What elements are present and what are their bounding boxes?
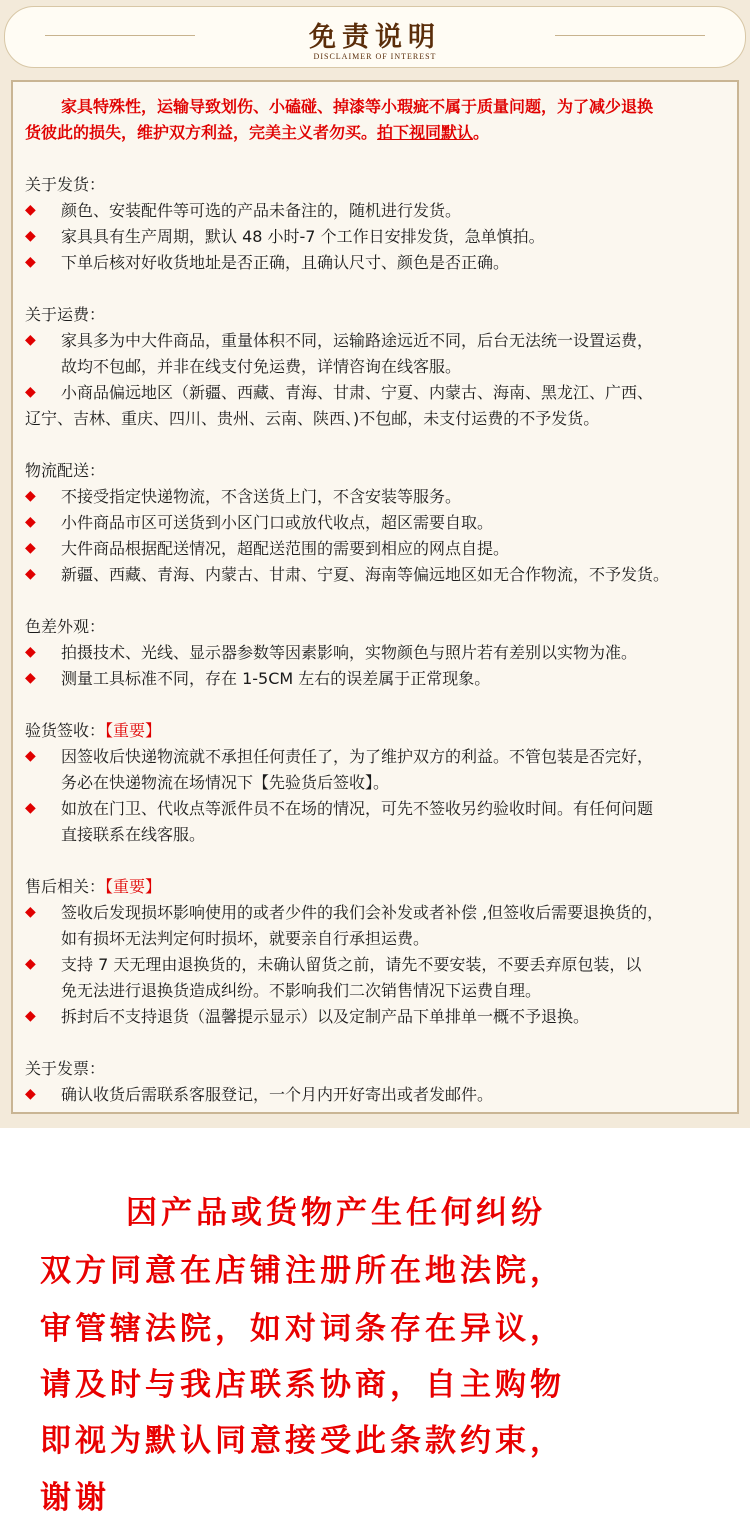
list-item: 测量工具标准不同，存在 1-5CM 左右的误差属于正常现象。 <box>61 669 491 688</box>
section-title-shipping: 关于发货： <box>25 175 106 194</box>
list-item: 大件商品根据配送情况，超配送范围的需要到相应的网点自提。 <box>61 539 510 558</box>
list-item: 新疆、西藏、青海、内蒙古、甘肃、宁夏、海南等偏远地区如无合作物流，不予发货。 <box>61 565 670 584</box>
default-agreement-text: 拍下视同默认 <box>377 123 474 142</box>
bullet-diamond-icon: ◆ <box>25 1086 36 1102</box>
bullet-diamond-icon: ◆ <box>25 488 36 504</box>
page-subtitle: DISCLAIMER OF INTEREST <box>313 52 437 61</box>
bullet-diamond-icon: ◆ <box>25 566 36 582</box>
bullet-diamond-icon: ◆ <box>25 956 36 972</box>
bullet-diamond-icon: ◆ <box>25 748 36 764</box>
legal-line: 谢谢 <box>40 1480 110 1516</box>
bullet-diamond-icon: ◆ <box>25 800 36 816</box>
legal-line: 双方同意在店铺注册所在地法院， <box>40 1253 565 1289</box>
page-title: 免责说明 <box>309 22 441 53</box>
list-item: 家具多为中大件商品，重量体积不同，运输路途远近不同，后台无法统一设置运费， <box>61 331 654 350</box>
legal-line: 审管辖法院，如对词条存在异议， <box>40 1311 565 1347</box>
list-item: 小件商品市区可送货到小区门口或放代收点，超区需要自取。 <box>61 513 494 532</box>
section-title-color: 色差外观： <box>25 617 106 636</box>
list-item: 拍摄技术、光线、显示器参数等因素影响，实物颜色与照片若有差别以实物为准。 <box>61 643 638 662</box>
intro-line-1: 家具特殊性，运输导致划伤、小磕碰、掉漆等小瑕疵不属于质量问题，为了减少退换 <box>61 97 654 116</box>
list-item: 下单后核对好收货地址是否正确，且确认尺寸、颜色是否正确。 <box>61 253 510 272</box>
list-item: 如放在门卫、代收点等派件员不在场的情况，可先不签收另约验收时间。有任何问题 <box>61 799 654 818</box>
list-item: 支持 7 天无理由退换货的，未确认留货之前，请先不要安装，不要丢弃原包装，以 <box>61 955 642 974</box>
list-item: 确认收货后需联系客服登记，一个月内开好寄出或者发邮件。 <box>61 1085 494 1104</box>
list-item: 签收后发现损坏影响使用的或者少件的我们会补发或者补偿 ,但签收后需要退换货的， <box>61 903 664 922</box>
list-item-continued: 免无法进行退换货造成纠纷。不影响我们二次销售情况下运费自理。 <box>61 981 542 1000</box>
list-item-continued: 辽宁、吉林、重庆、四川、贵州、云南、陕西、)不包邮，未支付运费的不予发货。 <box>25 409 600 428</box>
legal-line: 因产品或货物产生任何纠纷 <box>126 1195 546 1231</box>
bullet-diamond-icon: ◆ <box>25 254 36 270</box>
bullet-diamond-icon: ◆ <box>25 384 36 400</box>
list-item-continued: 直接联系在线客服。 <box>61 825 206 844</box>
list-item: 因签收后快递物流就不承担任何责任了，为了维护双方的利益。不管包装是否完好， <box>61 747 654 766</box>
legal-line: 即视为默认同意接受此条款约束， <box>40 1423 565 1459</box>
list-item: 拆封后不支持退货（温馨提示显示）以及定制产品下单排单一概不予退换。 <box>61 1007 590 1026</box>
list-item: 颜色、安装配件等可选的产品未备注的，随机进行发货。 <box>61 201 462 220</box>
list-item-continued: 故均不包邮，并非在线支付免运费，详情咨询在线客服。 <box>61 357 462 376</box>
bullet-diamond-icon: ◆ <box>25 540 36 556</box>
section-title-invoice: 关于发票： <box>25 1059 106 1078</box>
list-item-continued: 务必在快递物流在场情况下【先验货后签收】。 <box>61 773 390 792</box>
bullet-diamond-icon: ◆ <box>25 1008 36 1024</box>
bullet-diamond-icon: ◆ <box>25 644 36 660</box>
important-tag: 【重要】 <box>105 877 162 896</box>
bullet-diamond-icon: ◆ <box>25 228 36 244</box>
bullet-diamond-icon: ◆ <box>25 202 36 218</box>
list-item: 家具具有生产周期，默认 48 小时-7 个工作日安排发货，急单慎拍。 <box>61 227 545 246</box>
bullet-diamond-icon: ◆ <box>25 332 36 348</box>
bullet-diamond-icon: ◆ <box>25 670 36 686</box>
bullet-diamond-icon: ◆ <box>25 904 36 920</box>
list-item-continued: 如有损坏无法判定何时损坏，就要亲自行承担运费。 <box>61 929 430 948</box>
important-tag: 【重要】 <box>105 721 162 740</box>
header-banner <box>4 6 746 68</box>
intro-line-2: 货彼此的损失，维护双方利益，完美主义者勿买。拍下视同默认。 <box>25 123 490 142</box>
disclaimer-panel <box>11 80 739 1114</box>
section-title-freight: 关于运费： <box>25 305 106 324</box>
bullet-diamond-icon: ◆ <box>25 514 36 530</box>
section-title-aftersale: 售后相关：【重要】 <box>25 877 162 896</box>
list-item: 小商品偏远地区（新疆、西藏、青海、甘肃、宁夏、内蒙古、海南、黑龙江、广西、 <box>61 383 654 402</box>
section-title-inspection: 验货签收：【重要】 <box>25 721 162 740</box>
section-title-delivery: 物流配送： <box>25 461 106 480</box>
list-item: 不接受指定快递物流，不含送货上门，不含安装等服务。 <box>61 487 462 506</box>
legal-line: 请及时与我店联系协商，自主购物 <box>40 1367 565 1403</box>
